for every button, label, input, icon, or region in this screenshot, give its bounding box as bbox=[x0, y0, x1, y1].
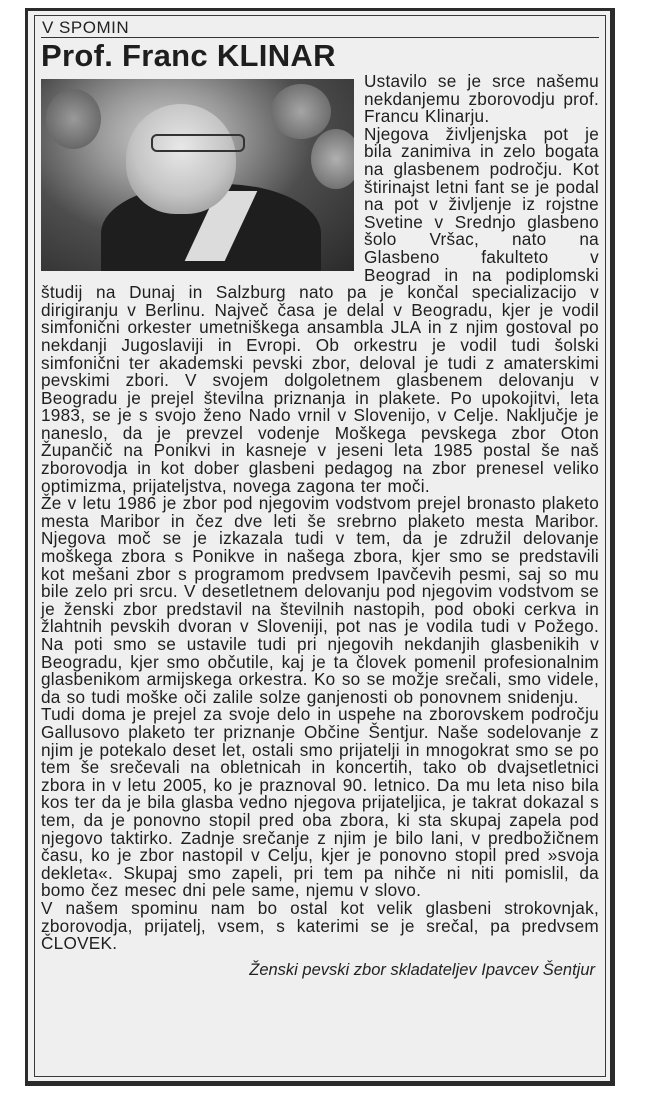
article-title: Prof. Franc KLINAR bbox=[41, 38, 336, 73]
signature: Ženski pevski zbor skladateljev Ipavcev Šentjur bbox=[249, 960, 595, 979]
article-inner-border bbox=[34, 15, 606, 1077]
background-person bbox=[271, 84, 331, 139]
paragraph: Že v letu 1986 je zbor pod njegovim vodstvom prejel bronasto plaketo mesta Maribor in čez dve leti še srebrno plaketo mesta Maribor. Njegova moč se je izkazala tudi v tem, da je združil delovanje moškega zbora s Ponikve in našega zbora, kjer smo se predstavili kot mešani zbor s programom predvsem Ipavčevih pesmi, saj so mu bile zelo pri srcu. V desetletnem delovanju pod njegovim vodstvom se je ženski zbor predstavil na številnih nastopih, pod oboki cerkva in žlahtnih pevskih dvoran v Sloveniji, pot nas je vodila tudi v Požego. Na poti smo se ustavile tudi pri njegovih nekdanjih glasbenikih v Beogradu, kjer smo občutile, kaj je ta človek pomenil profesionalnim glasbenikom armijskega orkestra. Ko so se možje srečali, smo videle, da so tudi moške oči zalile solze ganjenosti ob ponovnem snidenju. bbox=[41, 493, 599, 707]
background-person bbox=[46, 89, 101, 149]
paragraph: Tudi doma je prejel za svoje delo in uspehe na zborovskem področju Gallusovo plaketo ter priznanje Občine Šentjur. Naše sodelovanje z njim je potekalo deset let, ostali smo prijatelji in mnogokrat smo se po tem še srečevali na obletnicah in koncertih, tako ob dvajsetletnici zbora in v letu 2005, ko je praznoval 90. letnico. Da mu leta niso bila kos ter da je bila glasba vedno njegova prijateljica, je takrat dokazal s tem, da je ponovno stopil pred oba zbora, ki sta skupaj zapela pod njegovo taktirko. Zadnje srečanje z njim je bilo lani, v predbožičnem času, ko je zbor nastopil v Celju, kjer je ponovno stopil pred »svoja dekleta«. Skupaj smo zapeli, pri tem pa nihče ni niti pomislil, da bomo čez mesec dni pele same, njemu v slovo. bbox=[41, 704, 599, 901]
photo-head bbox=[126, 104, 236, 214]
paragraph: Ustavilo se je srce našemu nekdanjemu zborovodju prof. Francu Klinarju. bbox=[364, 71, 599, 127]
paragraph: Njegova življenjska pot je bila zanimiva in zelo bogata na glasbenem področju. Kot štirinajst letni fant se je podal na pot v življenje iz rojstne Svetine v Srednjo glasbeno šolo Vršac, nato na Glasbeno fakulteto v Beograd in na podiplomski študij na Dunaj in Salzburg nato pa je končal specializacijo v dirigiranju v Berlinu. Največ časa je delal v Beogradu, kjer je vodil simfonični orkester umetniškega ansambla JLA in z njim gostoval po nekdanji Jugoslaviji in Evropi. Ob orkestru je vodil tudi šolski simfonični ter akademski pevski zbor, deloval je tudi z amaterskimi pevskimi zbori. V svojem dolgoletnem glasbenem delovanju v Beogradu je prejel številna priznanja in plakete. Po upokojitvi, leta 1983, se je s svojo ženo Nado vrnil v Slovenijo, v Celje. Naključje je naneslo, da je prevzel vodenje Moškega pevskega zbor Oton Župančič na Ponikvi in kasneje v jeseni leta 1985 postal še naš zborovodja in kot dober glasbeni pedagog na zbor prenesel veliko optimizma, prijateljstva, novega zagona ter moči. bbox=[41, 123, 599, 496]
article-body bbox=[41, 73, 599, 953]
section-kicker: V SPOMIN bbox=[41, 18, 599, 38]
paragraph: V našem spominu nam bo ostal kot velik glasbeni strokovnjak, zborovodja, prijatelj, vsem, s katerimi se je srečal, pa predvsem ČLOVEK. bbox=[41, 897, 599, 954]
photo-glasses bbox=[151, 134, 245, 152]
article-content bbox=[41, 18, 599, 980]
article-frame bbox=[25, 8, 615, 1086]
background-person bbox=[311, 129, 354, 189]
portrait-photo bbox=[41, 79, 354, 271]
